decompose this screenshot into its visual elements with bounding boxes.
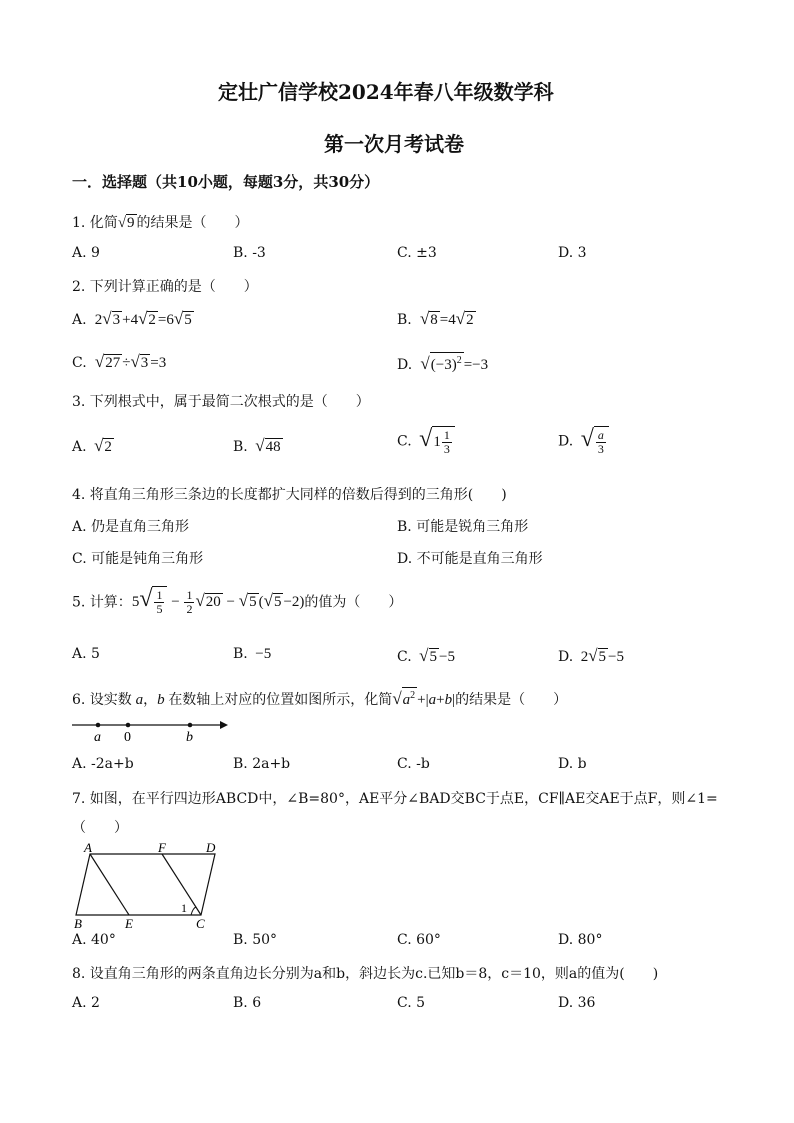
angle-1-arc [191, 907, 196, 915]
label-E: E [125, 916, 133, 930]
question-1 [72, 212, 249, 232]
q5-option-a[interactable]: A. 5 [72, 646, 100, 662]
angle-1-label: 1 [181, 901, 187, 915]
q3-option-a[interactable]: A. √2 [72, 436, 112, 455]
question-6: 6. 设实数 a，b 在数轴上对应的位置如图所示，化简$√a^2 +|a+b|$的结果是（ ） [72, 689, 568, 708]
question-4: 4. 将直角三角形三条边的长度都扩大同样的倍数后得到的三角形( ) [72, 487, 507, 503]
q2-option-b[interactable]: B. √8 =4√2 [397, 309, 474, 328]
question-1-stem-start: 1. 化简 [72, 215, 118, 231]
q1-option-c[interactable]: C. ±3 [397, 245, 437, 261]
question-7: 7. 如图，在平行四边形ABCD中，∠B=80°，AE平分∠BAD交BC于点E，CF∥AE交AE于点F，则∠1= [72, 791, 718, 807]
q7-option-d[interactable]: D. 80° [558, 932, 603, 948]
segment-ae [90, 854, 129, 915]
label-zero: 0 [124, 730, 131, 745]
question-3: 3. 下列根式中，属于最简二次根式的是（ ） [72, 394, 370, 410]
q3-option-c[interactable]: C. √1 $\frac{1}{3}$ [397, 426, 455, 457]
q7-option-b[interactable]: B. 50° [233, 932, 278, 948]
q6-option-a[interactable]: A. -2a+b [72, 756, 134, 772]
label-B: B [74, 916, 82, 930]
q8-option-b[interactable]: B. 6 [233, 995, 262, 1011]
q6-option-d[interactable]: D. b [558, 756, 587, 772]
question-2: 2. 下列计算正确的是（ ） [72, 279, 258, 295]
q6-option-b[interactable]: B. 2a+b [233, 756, 291, 772]
q1-option-a[interactable]: A. 9 [72, 245, 100, 261]
label-C: C [196, 916, 205, 930]
q5-option-b[interactable]: B. −5 [233, 646, 272, 662]
q2-option-a[interactable]: A. 2√3 +4√2 =6√5 [72, 309, 192, 328]
label-F: F [158, 840, 166, 855]
question-5: 5. 计算：5√ $\frac{1}{5}$ − $\frac{1}{2}$ √20 − √5 (√5 −2)的值为（ ） [72, 586, 403, 617]
point-zero [126, 723, 131, 728]
page-title: 定壮广信学校2024年春八年级数学科 [218, 80, 554, 104]
label-D: D [206, 840, 216, 855]
label-a: a [94, 730, 101, 745]
section-heading: 一．选择题（共10小题，每题3分，共30分） [72, 173, 380, 191]
q4-option-a[interactable]: A. 仍是直角三角形 [72, 519, 190, 535]
q1-option-d[interactable]: D. 3 [558, 245, 587, 261]
q2-option-d[interactable]: D. $√(-3)^2 =-3$ [397, 354, 489, 373]
question-8: 8. 设直角三角形的两条直角边长分别为a和b，斜边长为c.已知b＝8，c＝10，则a的值为( ) [72, 966, 659, 982]
number-line-figure [70, 716, 230, 746]
q7-option-c[interactable]: C. 60° [397, 932, 441, 948]
q4-option-b[interactable]: B. 可能是锐角三角形 [397, 519, 529, 535]
question-7-bracket: （ ） [72, 820, 128, 836]
q8-option-a[interactable]: A. 2 [72, 995, 100, 1011]
page-subtitle: 第一次月考试卷 [324, 132, 464, 156]
q4-option-c[interactable]: C. 可能是钝角三角形 [72, 551, 204, 567]
q8-option-d[interactable]: D. 36 [558, 995, 596, 1011]
q3-option-d[interactable]: D. √ $\frac{a}{3}$ [558, 426, 609, 457]
q3-option-b[interactable]: B. √48 [233, 436, 281, 455]
parallelogram-abcd [76, 854, 215, 915]
q7-option-a[interactable]: A. 40° [72, 932, 116, 948]
q6-option-c[interactable]: C. -b [397, 756, 430, 772]
label-b: b [186, 730, 193, 745]
q5-option-c[interactable]: C. √5 −5 [397, 646, 455, 665]
parallelogram-figure [70, 838, 230, 930]
question-1-stem-end: 的结果是（ ） [136, 215, 249, 231]
sqrt-9-expression: √9 [117, 215, 135, 231]
point-b [188, 723, 193, 728]
q8-option-c[interactable]: C. 5 [397, 995, 426, 1011]
point-a [96, 723, 101, 728]
q2-option-c[interactable]: C. √27 ÷√3 =3 [72, 352, 167, 371]
q1-option-b[interactable]: B. -3 [233, 245, 266, 261]
label-A: A [84, 840, 92, 855]
q5-option-d[interactable]: D. 2√5 −5 [558, 646, 624, 665]
q4-option-d[interactable]: D. 不可能是直角三角形 [397, 551, 543, 567]
arrow-icon [220, 721, 228, 729]
